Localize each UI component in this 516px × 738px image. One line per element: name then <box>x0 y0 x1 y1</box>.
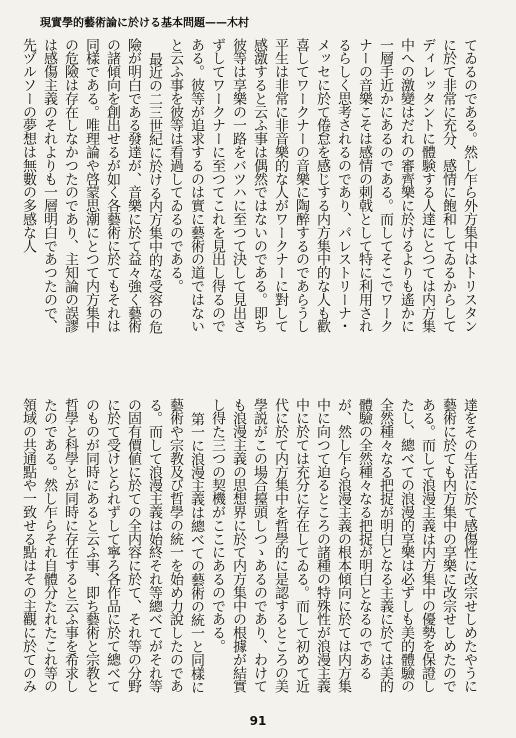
running-header: 現實學的藝術論に於ける基本問題——木村 <box>40 16 249 29</box>
lower-paragraph-1: 達をその生活に於て感傷性に改宗せしめたやうに藝術に於ても内方集中の享樂に改宗せしめたのである。而して浪漫主義は内方集中の優勢を保證したし、總べての浪漫的享樂は必ずしも美的體驗の全然種々なる把捉が明白となる主義に於ては美的體驗の全然種々なる把捉が明白となるのであるが、然し乍ら浪漫主義の根本傾向に於ては内方集中に向つて迫るところの諸種の特殊性が浪漫主義中に於ては充分に存在してゐる。而して初めて近代に於て内方集中を哲學的に是認するところの美學説がこの場合擡頭しつゝあるのであり、わけても浪漫主義の思想界に於て内方集中の根據が結實し得た三つの契機がここにあるのである。 <box>210 398 478 693</box>
upper-text-block <box>21 38 480 338</box>
page-number: 91 <box>249 714 267 728</box>
upper-paragraph-1: てゐるのである。然し乍ら外方集中はトリスタンに於て非常に充分、感情に飽和してゐるからしてディレッタントに體験する人達にとつては内方集中への激變はだれの審齊樂に於けるよりも遙かに一層手近かにあるのである。而してそこでワークナーの音樂こそは感情の刺戟として特に利用されるらしく思考されるのであり、パレストリーナ・メッセに於て倦怠を感じする内方集中的な人も歡喜してワークナーの音樂に陶醉するのであらうし平生は非常に非音樂的な人がワークナーに對して感激すると云ふ事は偶然ではないのである。即ち彼等は享樂の一路をバツハに至つて決して見出さずしてワークナーに至つてこれを見出し得るのである。彼等が追求するのは實に藝術の道ではないと云ふ事を彼等は看過してゐるのである。 <box>168 38 478 333</box>
upper-paragraph-2: 最近の二三世紀に於ける内方集中的な受容の危險が明白である發達が、音樂に於て益々強く藝術の諸傾向を創出せるが如く各藝術に於てもそれは同樣である。唯理論や啓蒙思潮にとつて内方集中の危險は存在しなかつたのであり、主知論の誤謬は感傷主義のそれよりも一層明白であつたので、先ヅルソーの夢想は無數の多感な人 <box>21 38 163 334</box>
lower-paragraph-2: 第一に浪漫主義は總べての藝術の統一と同樣に藝術や宗教及び哲學の統一を始め力說したのである。而して浪漫主義は始終それ等總べてがそれ等の固有價値に於ての全内容に於て、それ等の分野に於て受けとられずして寧ろ各作品に於て總べてのものが同時にあると云ふ事、即ち藝術と宗教と哲學と科學とが同時に存在すると云ふ事を希求したのである。然し乍らそれ自體分たれたこれ等の領域の共通點や一致せる點はその主觀に於てのみ <box>21 398 205 694</box>
lower-text-block <box>21 398 480 706</box>
